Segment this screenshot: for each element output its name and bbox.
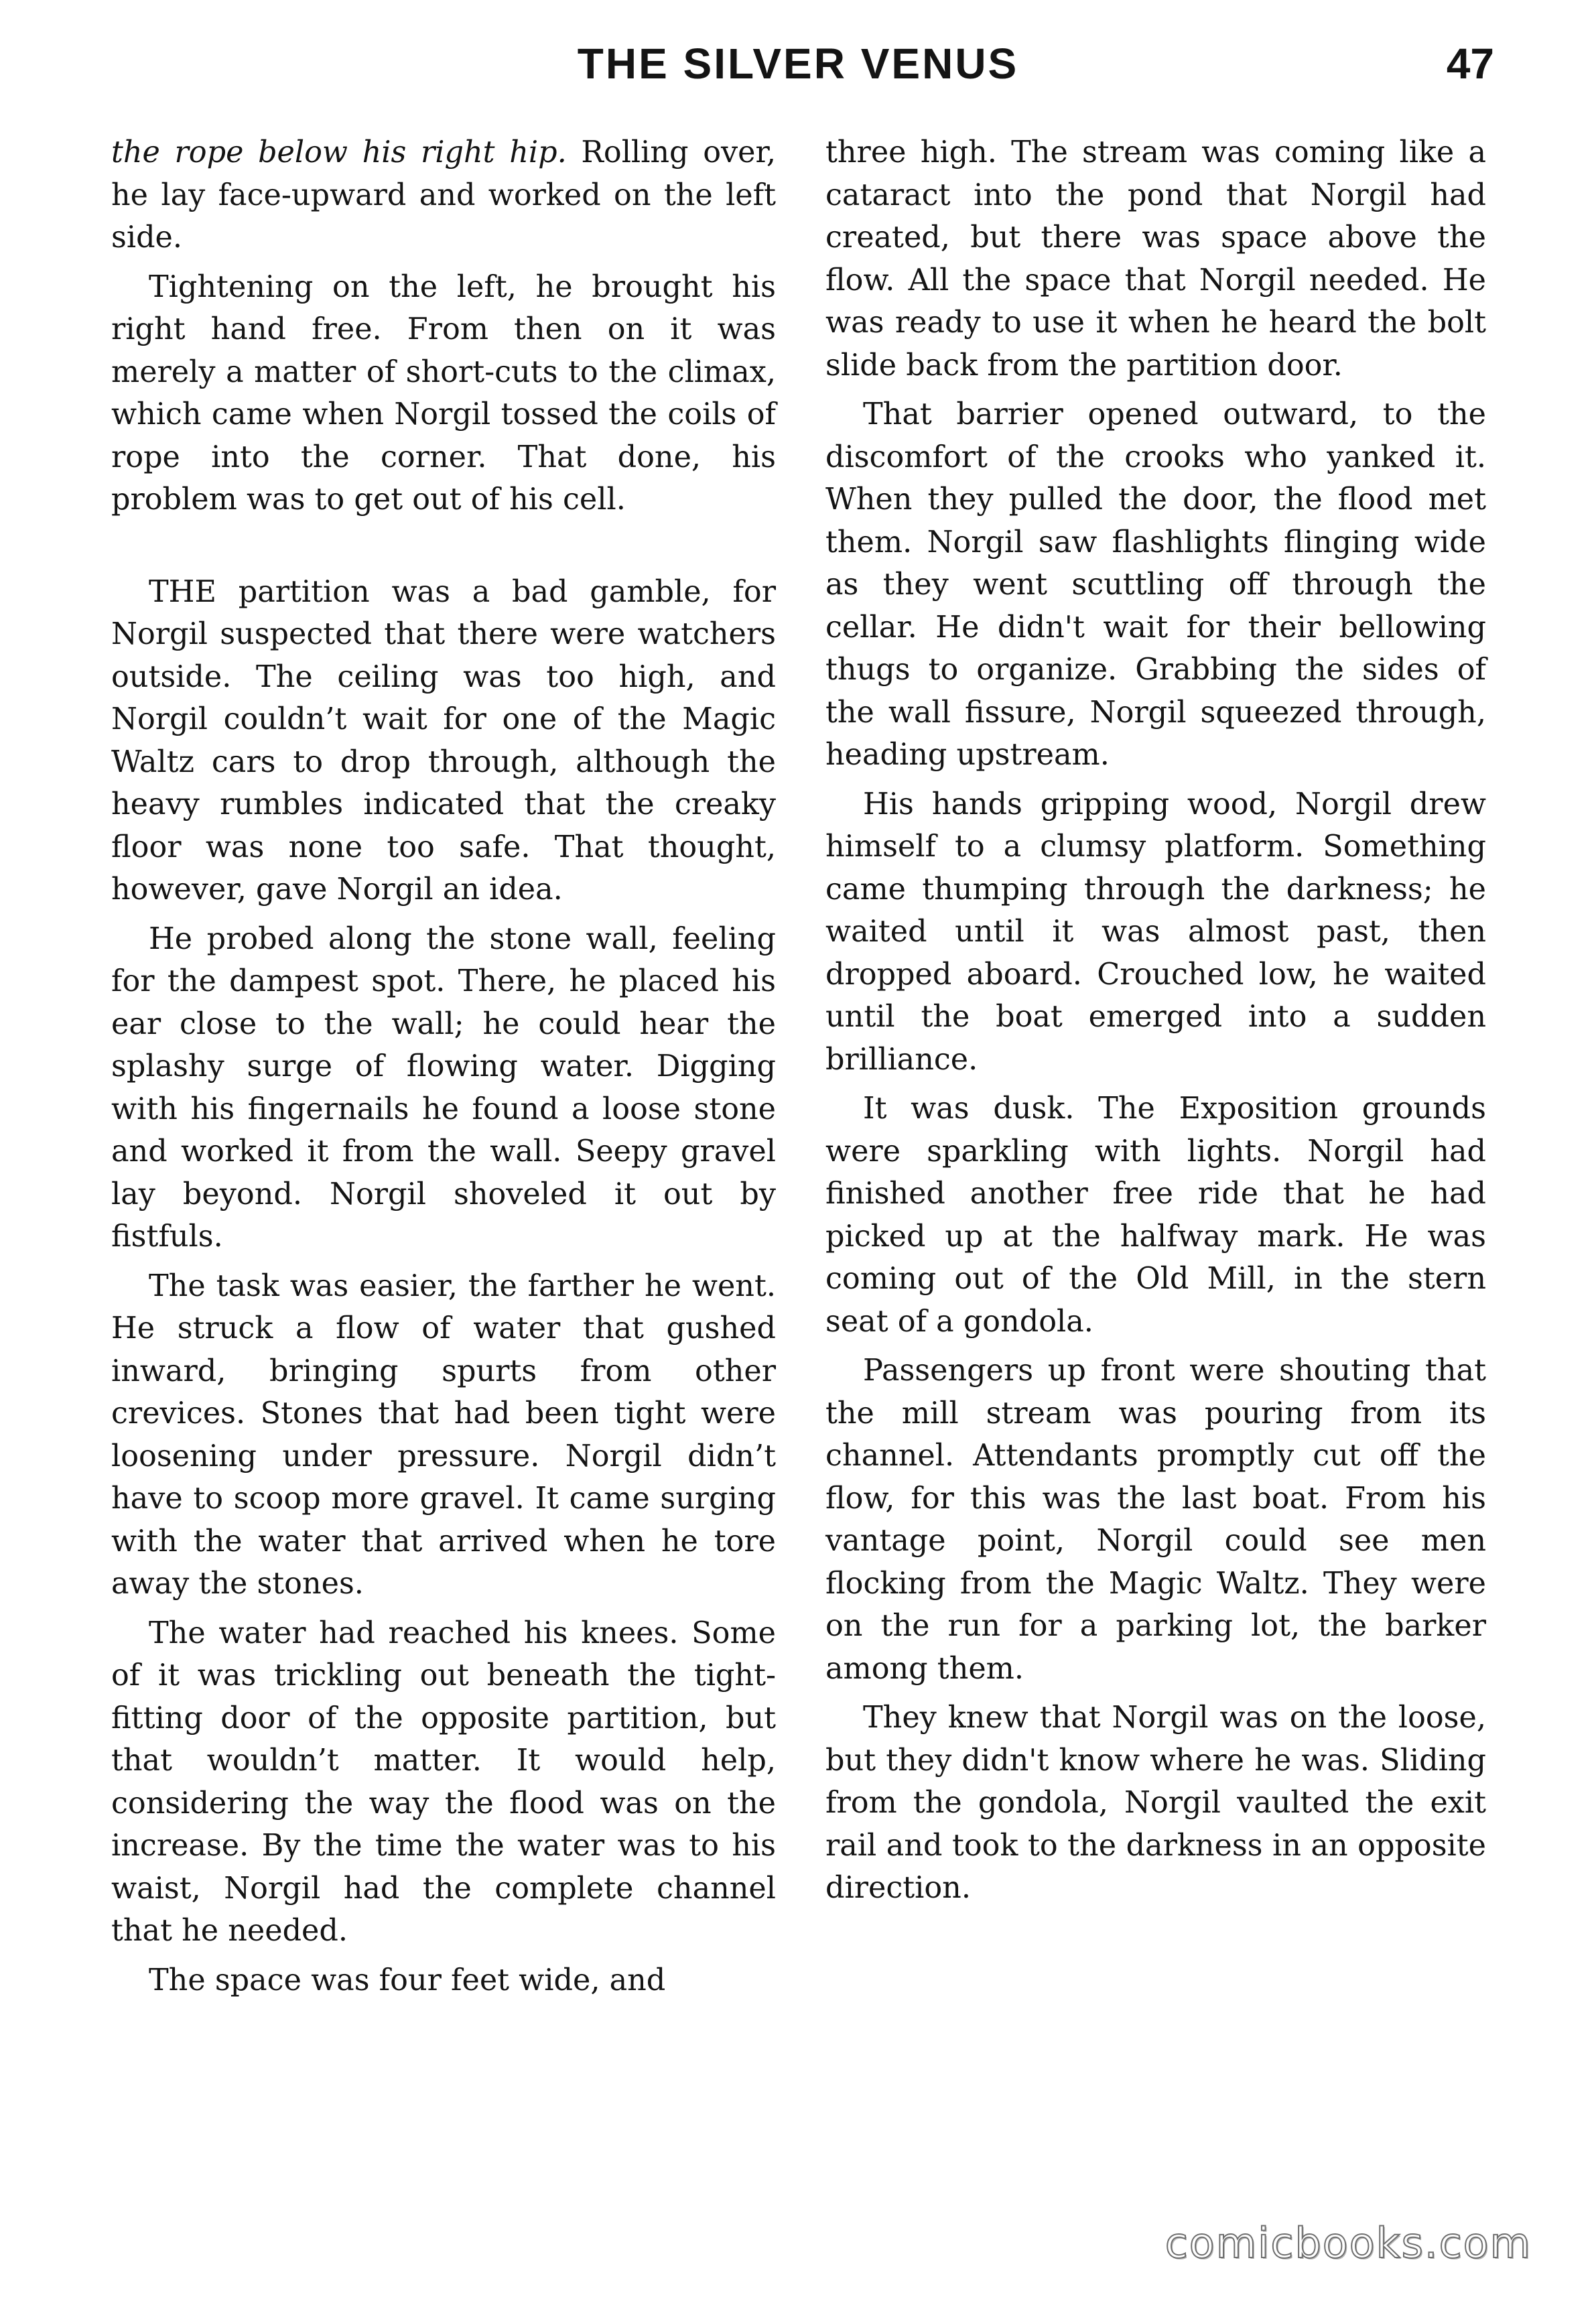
- paragraph: It was dusk. The Exposition grounds were sparkling with lights. Norgil had finished another free ride that he had picked up at the halfway mark. He was coming out of the Old Mill, in the stern seat of a gondola.: [825, 1092, 1486, 1339]
- paragraph: The task was easier, the farther he went. He struck a flow of water that gushed inward, bringing spurts from other crevices. Stones that had been tight were loosening under pressure. Norgil didn’t have to scoop more gravel. It came surging with the water that arrived when he tore away the stones.: [111, 1268, 776, 1601]
- running-title: THE SILVER VENUS: [577, 40, 1019, 88]
- paragraph: He probed along the stone wall, feeling for the dampest spot. There, he placed his ear close to the wall; he could hear the splashy surge of flowing water. Digging with his fingernails he found a loose stone and worked it from the wall. Seepy gravel lay beyond. Norgil shoveled it out by fistfuls.: [111, 921, 776, 1254]
- paragraph: His hands gripping wood, Norgil drew himself to a clumsy platform. Something came thumping through the darkness; he waited until it was almost past, then dropped aboard. Crouched low, he waited until the boat emerged into a sudden brilliance.: [825, 787, 1486, 1077]
- italic-lead-in: the rope below his right hip.: [111, 135, 567, 170]
- paragraph: They knew that Norgil was on the loose, but they didn't know where he was. Sliding from the gondola, Norgil vaulted the exit rail and took to the darkness in an opposite direction.: [825, 1701, 1486, 1905]
- paragraph: Passengers up front were shouting that the mill stream was pouring from its channel. Attendants promptly cut off the flow, for this was the last boat. From his vantage point, Norgil could see men flocking from the Magic Waltz. They were on the run for a parking lot, the barker among them.: [825, 1354, 1486, 1686]
- left-column: [111, 131, 776, 2008]
- paragraph: That barrier opened outward, to the discomfort of the crooks who yanked it. When they pulled the door, the flood met them. Norgil saw flashlights flinging wide as they went scuttling off through the cellar. He didn't wait for their bellowing thugs to organize. Grabbing the sides of the wall fissure, Norgil squeezed through, heading upstream.: [825, 397, 1486, 772]
- paragraph: The water had reached his knees. Some of it was trickling out beneath the tight-fitting door of the opposite partition, but that wouldn’t matter. It would help, considering the way the flood was on the increase. By the time the water was to his waist, Norgil had the complete channel that he needed.: [111, 1616, 776, 1948]
- paragraph: Tightening on the left, he brought his right hand free. From then on it was merely a matter of short-cuts to the climax, which came when Norgil tossed the coils of rope into the corner. That done, his problem was to get out of his cell.: [111, 269, 776, 517]
- page-header: [0, 39, 1596, 99]
- paragraph: [111, 131, 776, 259]
- right-column: [825, 131, 1486, 1916]
- paragraph-text: Rolling over, he lay face-upward and worked on the left side.: [111, 135, 776, 255]
- paragraph: three high. The stream was coming like a cataract into the pond that Norgil had created, but there was space above the flow. All the space that Norgil needed. He was ready to use it when he heard the bolt slide back from the partition door.: [825, 135, 1486, 383]
- paragraph: The space was four feet wide, and: [149, 1963, 666, 1997]
- paragraph: THE partition was a bad gamble, for Norgil suspected that there were watchers outside. The ceiling was too high, and Norgil couldn’t wait for one of the Magic Waltz cars to drop through, although the heavy rumbles indicated that the creaky floor was none too safe. That thought, however, gave Norgil an idea.: [111, 574, 776, 907]
- watermark: comicbooks.com: [1165, 2219, 1532, 2268]
- page-number: 47: [1446, 40, 1494, 88]
